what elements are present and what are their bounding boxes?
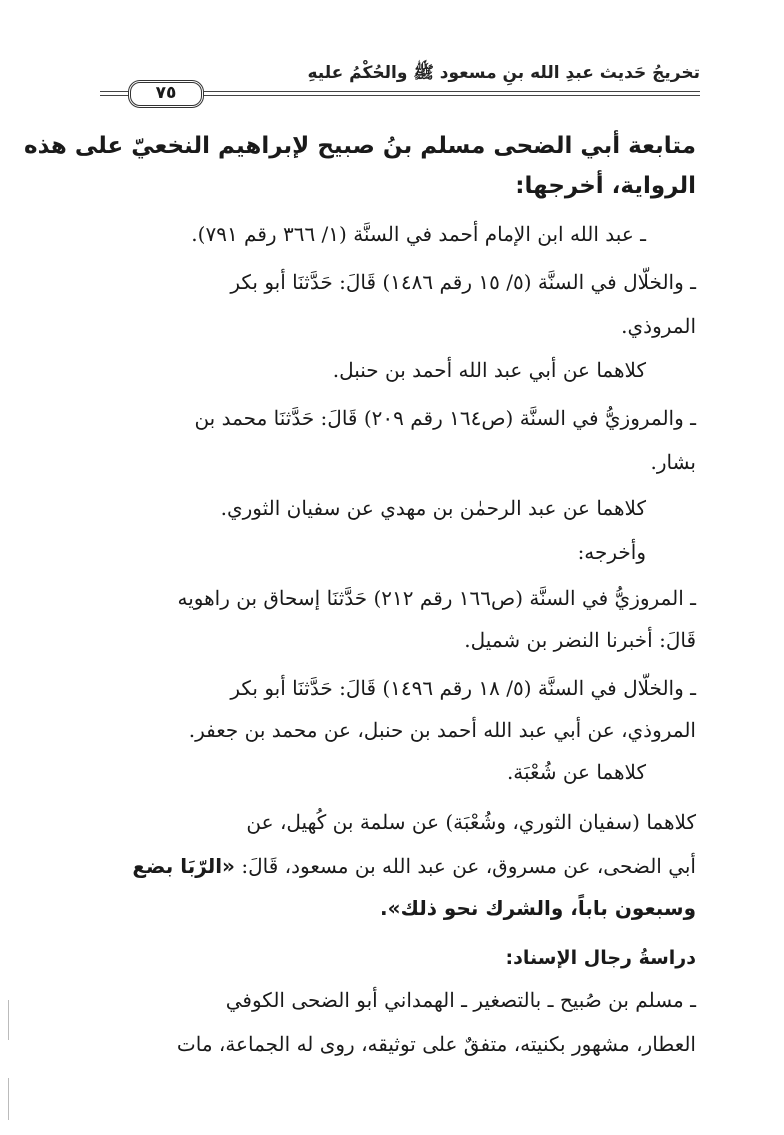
paragraph: ـ والخلّال في السنَّة (٥/ ١٨ رقم ١٤٩٦) قَالَ: حَدَّثنَا أبو بكر [230, 676, 696, 700]
heading-line: الرواية، أخرجها: [515, 173, 696, 199]
paragraph: ـ والمروزيُّ في السنَّة (ص١٦٤ رقم ٢٠٩) قَالَ: حَدَّثنَا محمد بن [194, 406, 696, 430]
section-heading: دراسةُ رجال الإسناد: [505, 947, 696, 969]
hadith-quote: «الرّبَا بضع [132, 854, 235, 878]
header-rule [100, 95, 130, 96]
header-rule [204, 91, 700, 92]
header-rule [204, 95, 700, 96]
header-title: تخريجُ حَديث عبدِ الله بنِ مسعود ﷺ والحُكْمُ عليهِ [307, 63, 700, 83]
paragraph: المروذي، عن أبي عبد الله أحمد بن حنبل، عن محمد بن جعفر. [188, 718, 696, 742]
paragraph [104, 852, 696, 880]
paragraph: العطار، مشهور بكنيته، متفقٌ على توثيقه، روى له الجماعة، مات [176, 1032, 696, 1056]
page-number: ٧٥ [128, 80, 204, 108]
scan-edge-mark [8, 1078, 9, 1120]
scan-edge-mark [8, 1000, 9, 1040]
paragraph: ـ مسلم بن صُبيح ـ بالتصغير ـ الهمداني أبو الضحى الكوفي [225, 988, 696, 1012]
hadith-quote: وسبعون باباً، والشرك نحو ذلك». [380, 896, 696, 920]
paragraph: بشار. [650, 450, 696, 474]
paragraph: ـ والخلّال في السنَّة (٥/ ١٥ رقم ١٤٨٦) قَالَ: حَدَّثنَا أبو بكر [230, 270, 696, 294]
paragraph: المروذي. [621, 314, 696, 338]
paragraph: كلاهما عن عبد الرحمٰن بن مهدي عن سفيان الثوري. [220, 496, 646, 520]
paragraph: قَالَ: أخبرنا النضر بن شميل. [464, 628, 696, 652]
header-rule [100, 91, 130, 92]
paragraph-text: أبي الضحى، عن مسروق، عن عبد الله بن مسعود، قَالَ: [241, 854, 696, 878]
running-header [100, 60, 700, 106]
heading-line: متابعة أبي الضحى مسلم بنُ صبيح لإبراهيم النخعيّ على هذه [24, 133, 696, 159]
paragraph: ـ عبد الله ابن الإمام أحمد في السنَّة (١/ ٣٦٦ رقم ٧٩١). [191, 222, 646, 246]
paragraph: كلاهما عن أبي عبد الله أحمد بن حنبل. [332, 358, 646, 382]
paragraph: ـ المروزيُّ في السنَّة (ص١٦٦ رقم ٢١٢) حَدَّثنَا إسحاق بن راهويه [177, 586, 696, 610]
paragraph: وأخرجه: [577, 540, 646, 564]
paragraph: كلاهما عن شُعْبَة. [506, 760, 646, 784]
paragraph: كلاهما (سفيان الثوري، وشُعْبَة) عن سلمة بن كُهيل، عن [246, 810, 696, 834]
